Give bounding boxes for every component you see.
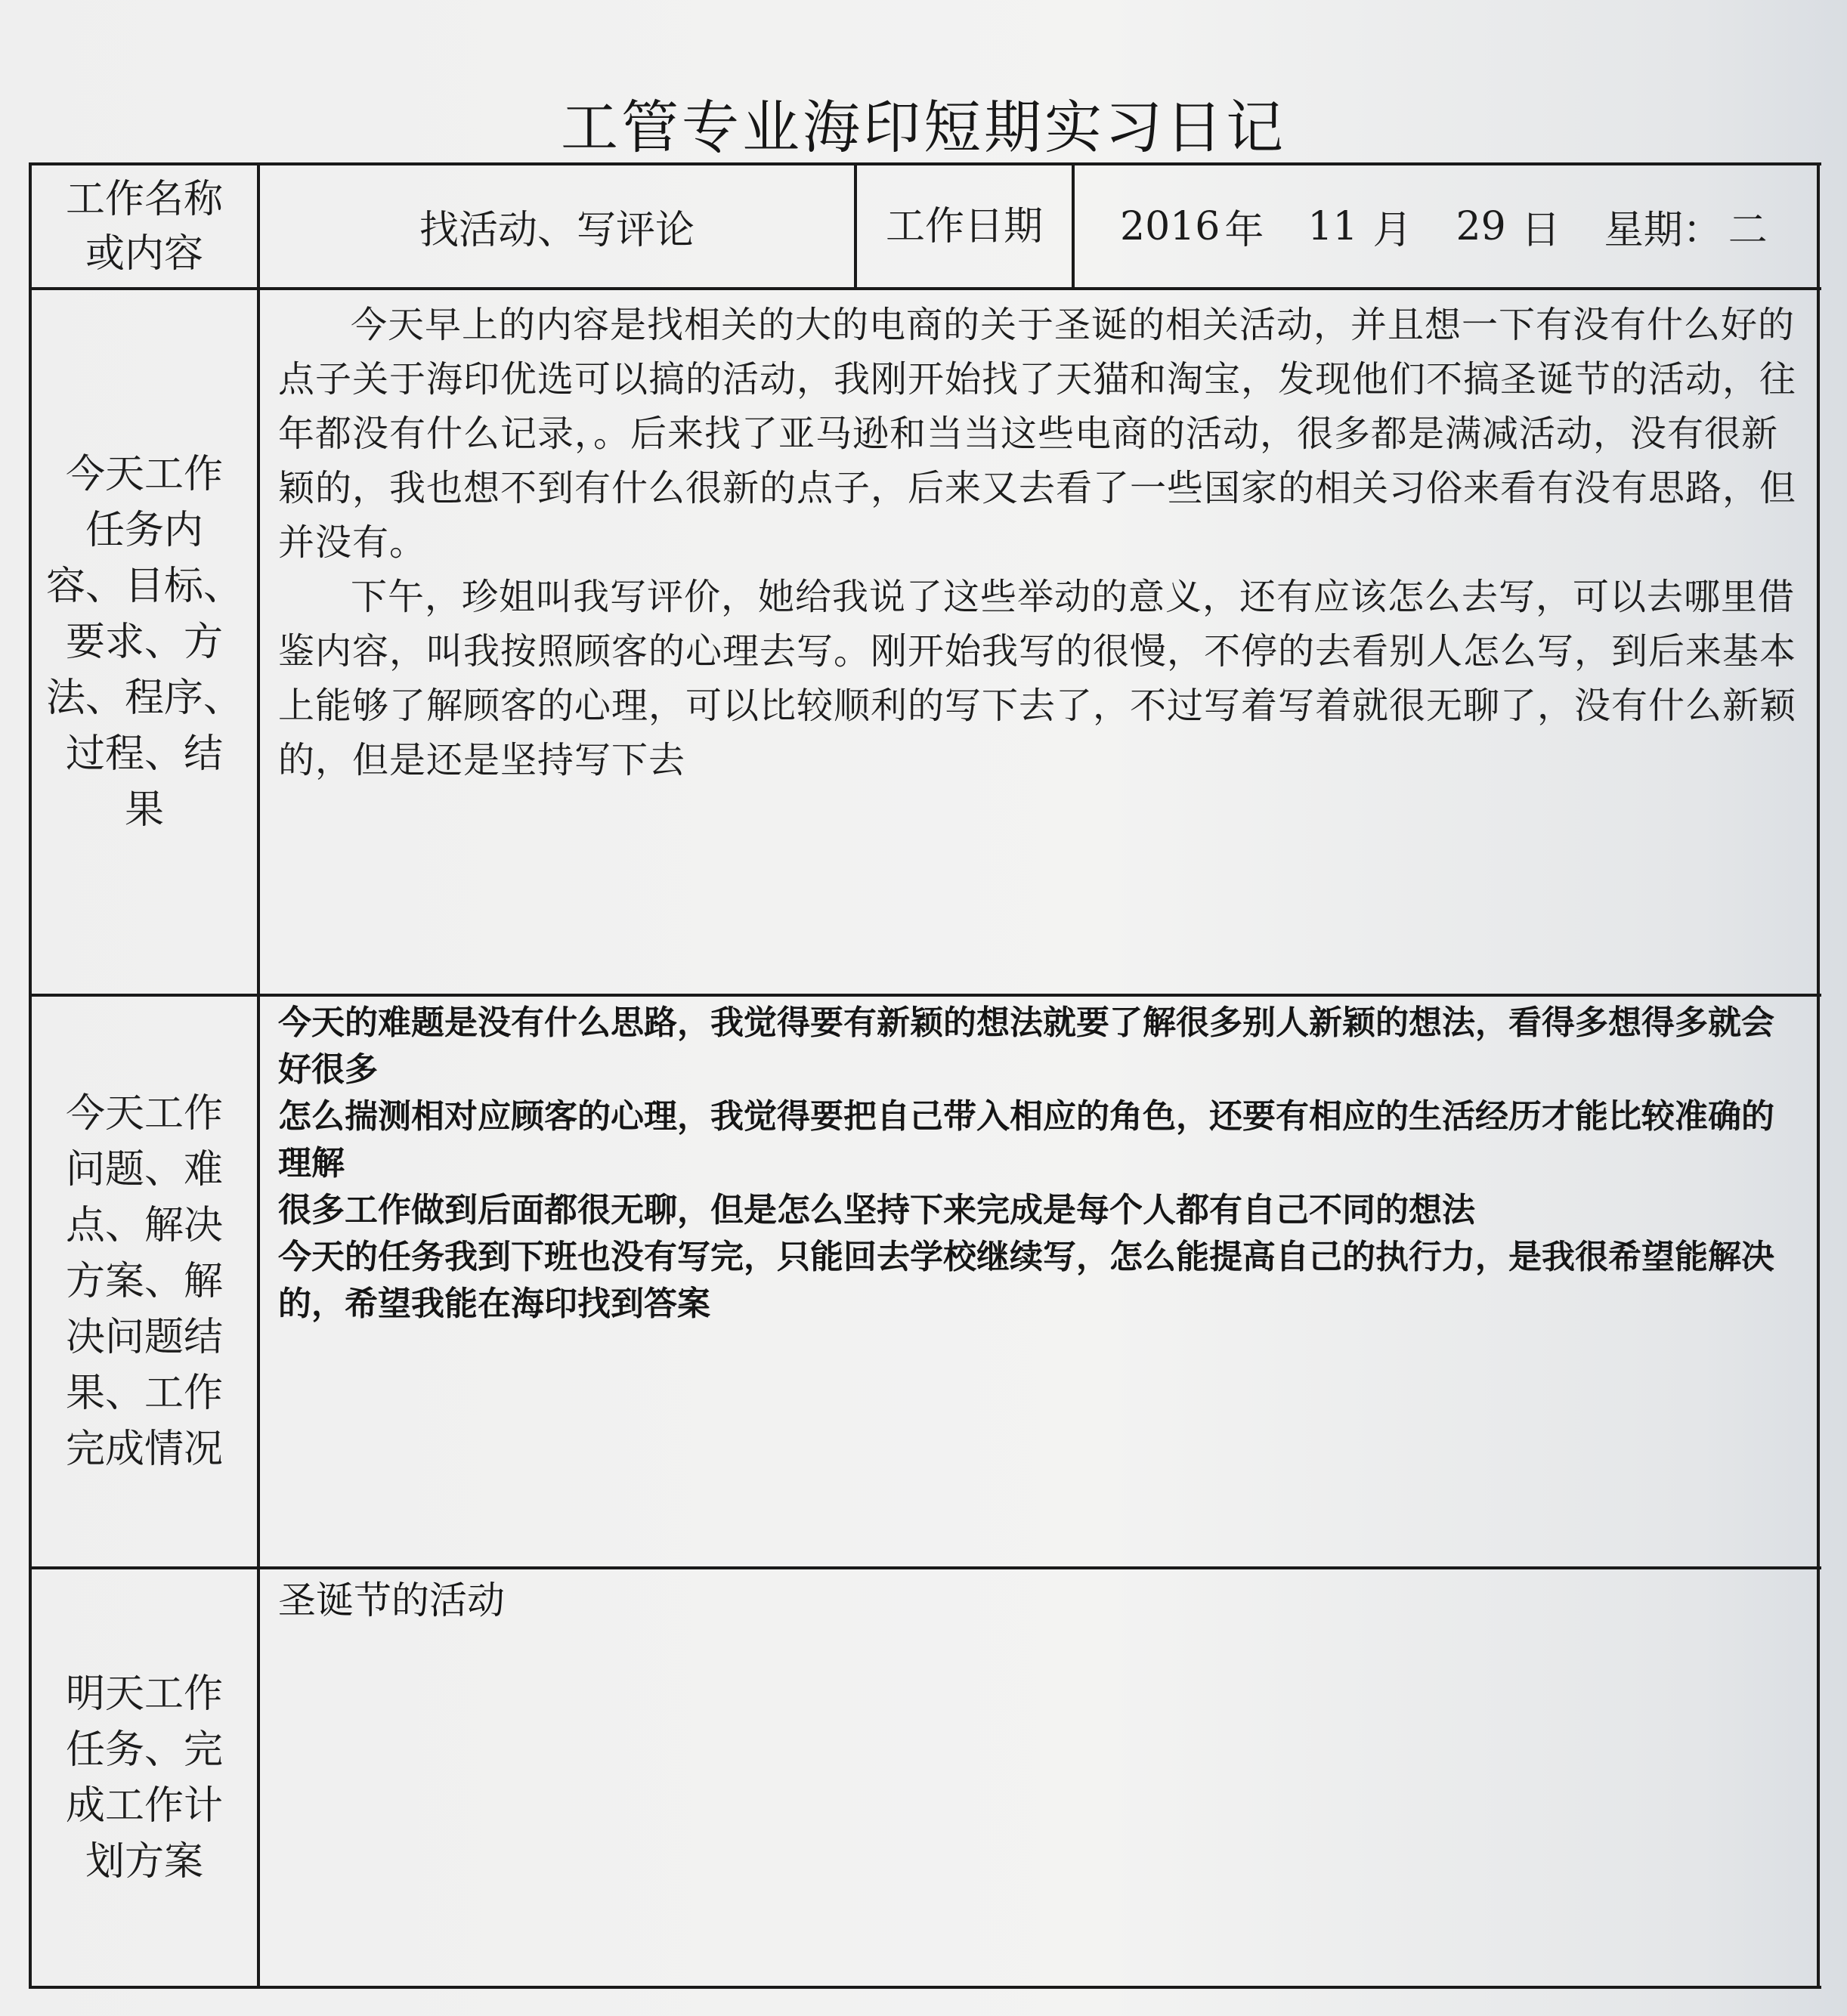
table-border-bottom [29, 1986, 1821, 1989]
date-month-unit: 月 [1372, 208, 1412, 253]
date-weekday-label: 星期： [1604, 208, 1722, 253]
work-name-value: 找活动、写评论 [419, 208, 695, 253]
date-month: 11 [1307, 203, 1358, 249]
tomorrow-plan-label: 明天工作 任务、完 成工作计 划方案 [65, 1671, 223, 1885]
date-weekday: 二 [1728, 208, 1768, 253]
date-year-unit: 年 [1224, 208, 1264, 253]
table-border-right [1817, 162, 1820, 1989]
today-tasks-paragraph-afternoon: 下午，珍姐叫我写评价，她给我说了这些举动的意义，还有应该怎么去写，可以去哪里借鉴内容，叫我按照顾客的心理去写。刚开始我写的很慢，不停的去看别人怎么写，到后来基本上能够了解顾客的心理，可以比较顺利的写下去了，不过写着写着就很无聊了，没有什么新颖的，但是还是坚持写下去 [278, 576, 1797, 781]
problems-content [260, 997, 1817, 1566]
work-date-value [1075, 165, 1817, 287]
today-tasks-paragraph-morning: 今天早上的内容是找相关的大的电商的关于圣诞的相关活动，并且想一下有没有什么好的点子关于海印优选可以搞的活动，我刚开始找了天猫和淘宝，发现他们不搞圣诞节的活动，往年都没有什么记录，。后来找了亚马逊和当当这些电商的活动，很多都是满减活动，没有很新颖的，我也想不到有什么很新的点子，后来又去看了一些国家的相关习俗来看有没有思路，但并没有。 [278, 304, 1797, 564]
problem-line-2: 怎么揣测相对应顾客的心理，我觉得要把自己带入相应的角色，还要有相应的生活经历才能比较准确的理解 [278, 1097, 1774, 1183]
date-year: 2016 [1120, 203, 1221, 249]
problems-label: 今天工作 问题、难 点、解决 方案、解 决问题结 果、工作 完成情况 [65, 1091, 223, 1472]
tomorrow-plan-text: 圣诞节的活动 [278, 1578, 505, 1622]
tomorrow-plan-content [260, 1569, 1817, 1986]
work-date-label: 工作日期 [885, 203, 1043, 249]
today-tasks-label: 今天工作 任务内 容、目标、 要求、方 法、程序、 过程、结 果 [45, 451, 243, 833]
document-title: 工管专业海印短期实习日记 [561, 94, 1286, 161]
problem-line-3: 很多工作做到后面都很无聊，但是怎么坚持下来完成是每个人都有自己不同的想法 [278, 1191, 1475, 1229]
date-day-unit: 日 [1521, 208, 1561, 253]
date-day: 29 [1456, 203, 1506, 249]
problem-line-4: 今天的任务我到下班也没有写完，只能回去学校继续写，怎么能提高自己的执行力，是我很希望能解决的，希望我能在海印找到答案 [278, 1238, 1774, 1323]
work-name-label: 工作名称 或内容 [65, 176, 223, 277]
today-tasks-content [260, 290, 1817, 994]
diary-form-table [29, 162, 1821, 1991]
problem-line-1: 今天的难题是没有什么思路，我觉得要有新颖的想法就要了解很多别人新颖的想法，看得多想得多就会好很多 [278, 1003, 1774, 1089]
